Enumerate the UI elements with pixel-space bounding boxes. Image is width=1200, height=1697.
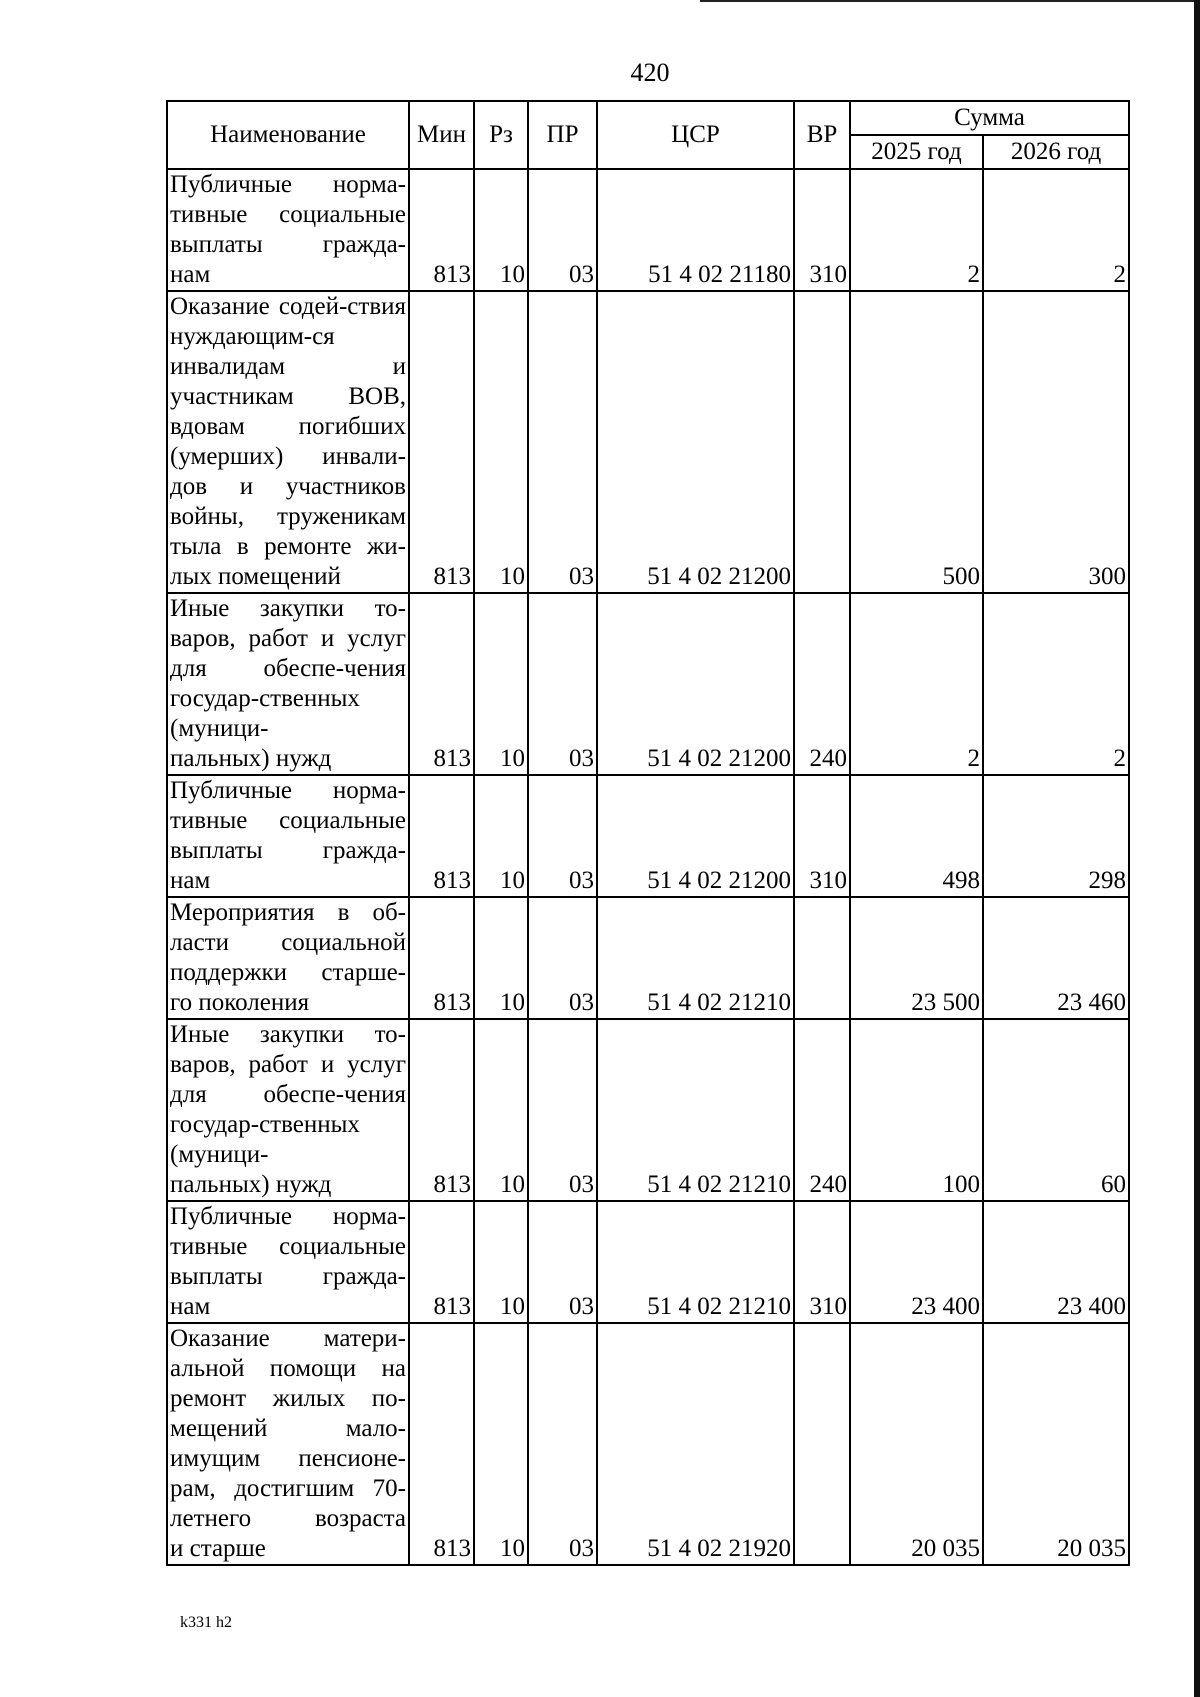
row-2025: 2 — [850, 169, 983, 291]
row-pr: 03 — [528, 291, 597, 593]
row-2025: 498 — [850, 775, 983, 897]
row-2026: 20 035 — [983, 1323, 1129, 1565]
row-min: 813 — [409, 1019, 474, 1201]
header-sum: Сумма — [850, 101, 1129, 135]
row-csr: 51 4 02 21200 — [597, 593, 794, 775]
row-vr — [794, 1323, 850, 1565]
row-csr: 51 4 02 21180 — [597, 169, 794, 291]
row-name: Публичные норма-тивные социальные выплаты гражда- нам — [167, 1201, 409, 1323]
header-2025: 2025 год — [850, 135, 983, 169]
row-rz: 10 — [474, 1323, 528, 1565]
table-row — [167, 775, 1129, 897]
page-number: 420 — [630, 58, 670, 87]
row-min: 813 — [409, 593, 474, 775]
row-vr: 240 — [794, 593, 850, 775]
table-row — [167, 291, 1129, 593]
row-name: Мероприятия в об-ласти социальной поддержки старше- го поколения — [167, 897, 409, 1019]
row-csr: 51 4 02 21210 — [597, 897, 794, 1019]
row-min: 813 — [409, 1323, 474, 1565]
row-min: 813 — [409, 897, 474, 1019]
row-name: Публичные норма-тивные социальные выплаты гражда- нам — [167, 169, 409, 291]
row-min: 813 — [409, 775, 474, 897]
table-row — [167, 1019, 1129, 1201]
footer-code: k331 h2 — [180, 1614, 232, 1631]
row-name: Оказание содей-ствия нуждающим-ся инвалидам и участникам ВОВ, вдовам погибших (умерших) инвали-дов и участников войны, труженикам тыла в ремонте жи- лых помещений — [167, 291, 409, 593]
row-2026: 2 — [983, 169, 1129, 291]
header-2026: 2026 год — [983, 135, 1129, 169]
row-2025: 100 — [850, 1019, 983, 1201]
row-rz: 10 — [474, 1019, 528, 1201]
header-name: Наименование — [167, 101, 409, 169]
scan-edge-top — [700, 0, 1200, 2]
row-2025: 500 — [850, 291, 983, 593]
row-csr: 51 4 02 21210 — [597, 1201, 794, 1323]
row-2026: 23 460 — [983, 897, 1129, 1019]
row-pr: 03 — [528, 897, 597, 1019]
row-name: Оказание матери-альной помощи на ремонт жилых по-мещений мало-имущим пенсионе-рам, достигшим 70-летнего возраста и старше — [167, 1323, 409, 1565]
row-2026: 23 400 — [983, 1201, 1129, 1323]
row-pr: 03 — [528, 1019, 597, 1201]
row-csr: 51 4 02 21920 — [597, 1323, 794, 1565]
row-2026: 2 — [983, 593, 1129, 775]
row-csr: 51 4 02 21210 — [597, 1019, 794, 1201]
row-vr: 310 — [794, 169, 850, 291]
row-rz: 10 — [474, 1201, 528, 1323]
header-row — [167, 101, 1129, 135]
row-min: 813 — [409, 291, 474, 593]
row-min: 813 — [409, 1201, 474, 1323]
header-vr: ВР — [794, 101, 850, 169]
row-pr: 03 — [528, 593, 597, 775]
row-2025: 23 400 — [850, 1201, 983, 1323]
row-csr: 51 4 02 21200 — [597, 775, 794, 897]
row-pr: 03 — [528, 169, 597, 291]
row-2025: 23 500 — [850, 897, 983, 1019]
row-rz: 10 — [474, 593, 528, 775]
row-min: 813 — [409, 169, 474, 291]
row-2025: 2 — [850, 593, 983, 775]
row-rz: 10 — [474, 775, 528, 897]
table-row — [167, 1323, 1129, 1565]
row-pr: 03 — [528, 1323, 597, 1565]
row-vr: 310 — [794, 1201, 850, 1323]
header-pr: ПР — [528, 101, 597, 169]
table-row — [167, 1201, 1129, 1323]
row-name: Иные закупки то-варов, работ и услуг для обеспе-чения государ-ственных (муници- пальных) нужд — [167, 1019, 409, 1201]
row-rz: 10 — [474, 897, 528, 1019]
row-vr: 240 — [794, 1019, 850, 1201]
row-rz: 10 — [474, 291, 528, 593]
row-csr: 51 4 02 21200 — [597, 291, 794, 593]
scan-edge-right — [1194, 0, 1200, 1697]
row-name: Иные закупки то-варов, работ и услуг для обеспе-чения государ-ственных (муници- пальных) нужд — [167, 593, 409, 775]
table-row — [167, 593, 1129, 775]
row-vr — [794, 291, 850, 593]
table-row — [167, 897, 1129, 1019]
row-pr: 03 — [528, 1201, 597, 1323]
table-row — [167, 169, 1129, 291]
row-2025: 20 035 — [850, 1323, 983, 1565]
row-name: Публичные норма-тивные социальные выплаты гражда- нам — [167, 775, 409, 897]
row-2026: 60 — [983, 1019, 1129, 1201]
row-2026: 298 — [983, 775, 1129, 897]
row-vr — [794, 897, 850, 1019]
header-rz: Рз — [474, 101, 528, 169]
row-2026: 300 — [983, 291, 1129, 593]
budget-table — [166, 100, 1130, 1566]
row-rz: 10 — [474, 169, 528, 291]
row-vr: 310 — [794, 775, 850, 897]
header-min: Мин — [409, 101, 474, 169]
header-csr: ЦСР — [597, 101, 794, 169]
row-pr: 03 — [528, 775, 597, 897]
